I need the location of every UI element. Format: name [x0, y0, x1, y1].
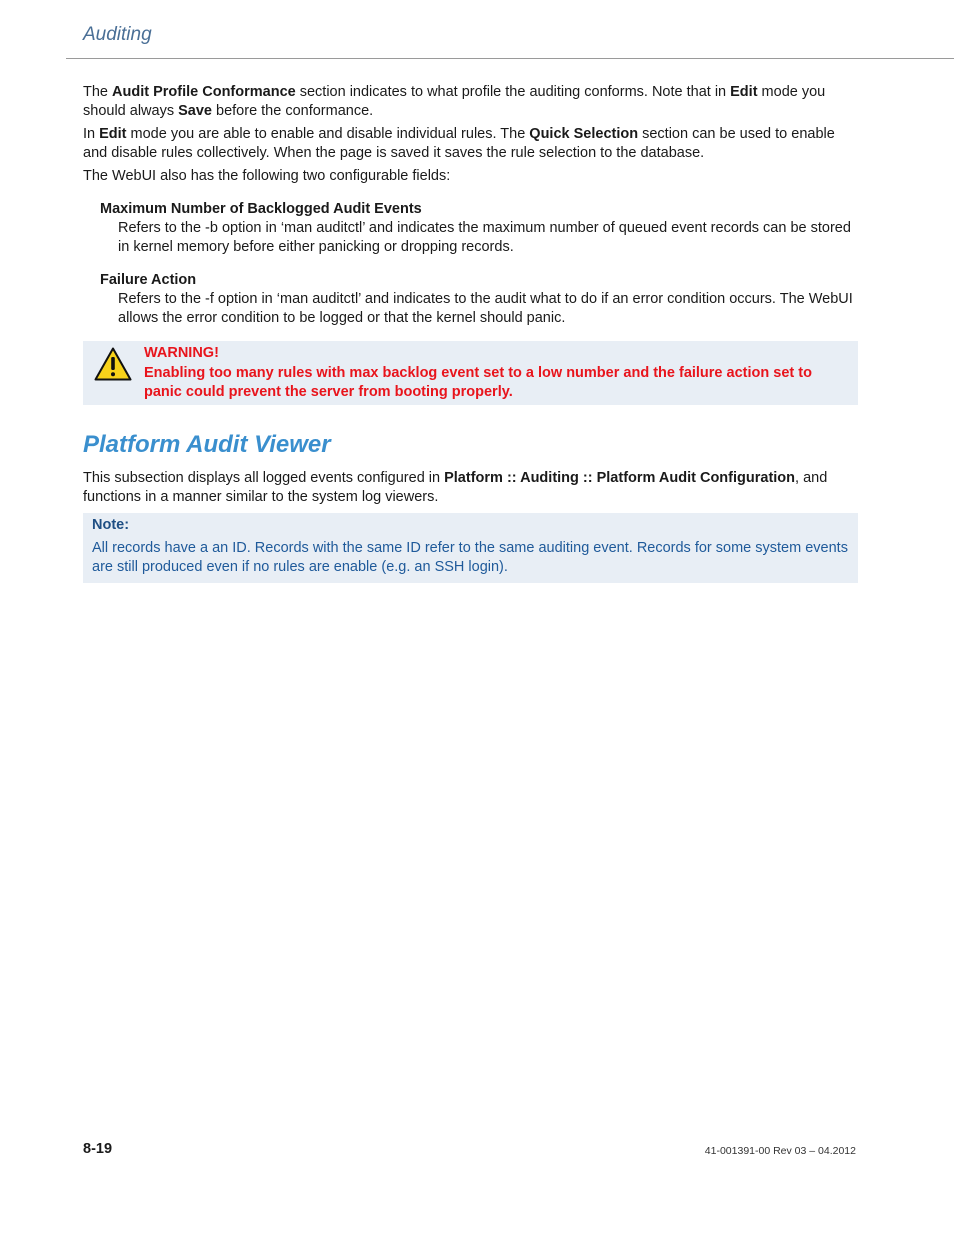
section-paragraph: This subsection displays all logged events configured in Platform :: Auditing :: Platform Audit Configuration, and functions in a manner similar to the system log viewers. — [83, 470, 828, 505]
header-divider — [66, 58, 954, 59]
warning-triangle-icon — [94, 347, 132, 381]
note-callout — [83, 513, 858, 583]
running-header-title: Auditing — [83, 24, 152, 45]
intro-paragraph-3: The WebUI also has the following two configurable fields: — [83, 168, 451, 184]
intro-paragraph-1: The Audit Profile Conformance section indicates to what profile the auditing conforms. Note that in Edit mode you should always Save before the conformance. — [83, 84, 826, 119]
section-heading: Platform Audit Viewer — [83, 431, 331, 458]
configurable-fields-list — [83, 200, 858, 328]
document-id: 41-001391-00 Rev 03 – 04.2012 — [704, 1145, 856, 1157]
field-desc-failure-action: Refers to the -f option in ‘man auditctl’ and indicates to the audit what to do if an error condition occurs. The WebUI allows the error condition to be logged or that the kernel should panic. — [118, 291, 853, 326]
warning-message: Enabling too many rules with max backlog event set to a low number and the failure action set to panic could prevent the server from booting properly. — [144, 364, 812, 400]
warning-label: WARNING! — [144, 345, 219, 361]
note-label: Note: — [92, 517, 130, 533]
field-term-failure-action: Failure Action — [100, 272, 197, 288]
page-number: 8-19 — [83, 1141, 113, 1157]
field-desc-max-backlog: Refers to the -b option in ‘man auditctl’ and indicates the maximum number of queued event records can be stored in kernel memory before either panicking or dropping records. — [118, 220, 851, 255]
warning-callout — [83, 341, 858, 405]
page-content — [83, 83, 858, 583]
field-term-max-backlog: Maximum Number of Backlogged Audit Events — [100, 201, 422, 217]
intro-paragraph-2: In Edit mode you are able to enable and disable individual rules. The Quick Selection section can be used to enable and disable rules collectively. When the page is saved it saves the rule selection to the database. — [83, 126, 835, 161]
warning-text-block — [144, 344, 850, 403]
note-text: All records have a an ID. Records with the same ID refer to the same auditing event. Records for some system events are still produced even if no rules are enable (e.g. an SSH login). — [92, 540, 848, 575]
